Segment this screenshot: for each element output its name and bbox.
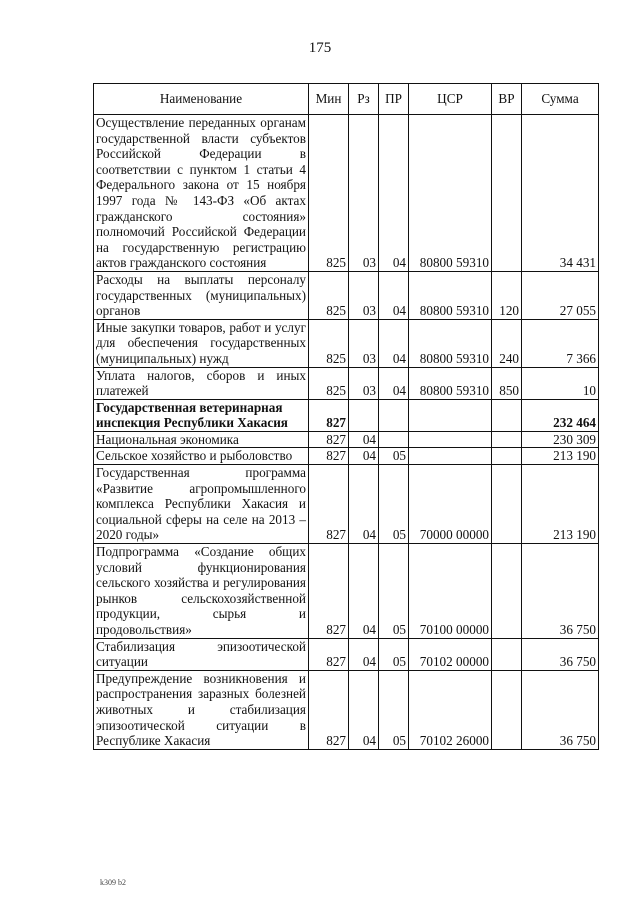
cell-rz: 04 <box>349 544 379 639</box>
table-row <box>94 465 599 544</box>
cell-csr: 80800 59310 <box>409 367 492 399</box>
cell-vr <box>492 670 522 749</box>
cell-vr <box>492 638 522 670</box>
cell-sum: 10 <box>522 367 599 399</box>
cell-name: Сельское хозяйство и рыболовство <box>94 448 309 465</box>
table-row <box>94 670 599 749</box>
cell-sum: 36 750 <box>522 638 599 670</box>
cell-vr: 850 <box>492 367 522 399</box>
cell-csr <box>409 431 492 448</box>
header-pr: ПР <box>379 84 409 115</box>
cell-min: 827 <box>309 431 349 448</box>
footer-code: k309 b2 <box>100 878 126 887</box>
table-row <box>94 115 599 272</box>
cell-rz: 04 <box>349 638 379 670</box>
cell-sum: 230 309 <box>522 431 599 448</box>
cell-csr: 70100 00000 <box>409 544 492 639</box>
header-csr: ЦСР <box>409 84 492 115</box>
cell-name: Предупреждение возникновения и распространения заразных болезней животных и стабилизация эпизоотической ситуации в Республике Хакасия <box>94 670 309 749</box>
cell-pr: 04 <box>379 115 409 272</box>
cell-min: 825 <box>309 367 349 399</box>
cell-rz: 03 <box>349 319 379 367</box>
header-name: Наименование <box>94 84 309 115</box>
cell-min: 827 <box>309 638 349 670</box>
cell-vr: 240 <box>492 319 522 367</box>
cell-rz: 04 <box>349 465 379 544</box>
cell-sum: 36 750 <box>522 544 599 639</box>
cell-csr: 70102 00000 <box>409 638 492 670</box>
header-min: Мин <box>309 84 349 115</box>
cell-csr: 80800 59310 <box>409 271 492 319</box>
table-row <box>94 448 599 465</box>
cell-pr: 04 <box>379 367 409 399</box>
cell-sum: 213 190 <box>522 465 599 544</box>
table-row <box>94 544 599 639</box>
cell-csr: 70102 26000 <box>409 670 492 749</box>
table-body <box>94 115 599 750</box>
cell-pr <box>379 399 409 431</box>
cell-vr <box>492 115 522 272</box>
cell-vr <box>492 431 522 448</box>
cell-csr <box>409 448 492 465</box>
cell-pr: 04 <box>379 271 409 319</box>
cell-vr <box>492 399 522 431</box>
cell-name: Иные закупки товаров, работ и услуг для обеспечения государственных (муниципальных) нужд <box>94 319 309 367</box>
cell-csr <box>409 399 492 431</box>
cell-name: Уплата налогов, сборов и иных платежей <box>94 367 309 399</box>
cell-csr: 80800 59310 <box>409 319 492 367</box>
cell-pr: 05 <box>379 544 409 639</box>
cell-rz: 04 <box>349 670 379 749</box>
table-header-row <box>94 84 599 115</box>
cell-rz: 03 <box>349 115 379 272</box>
table-row <box>94 271 599 319</box>
cell-vr <box>492 544 522 639</box>
cell-rz: 03 <box>349 367 379 399</box>
cell-name: Государственная программа «Развитие агропромышленного комплекса Республики Хакасия и социальной сферы на селе на 2013 – 2020 годы» <box>94 465 309 544</box>
cell-rz: 03 <box>349 271 379 319</box>
cell-vr <box>492 448 522 465</box>
cell-pr: 05 <box>379 670 409 749</box>
cell-pr: 05 <box>379 638 409 670</box>
cell-min: 827 <box>309 465 349 544</box>
cell-sum: 232 464 <box>522 399 599 431</box>
cell-min: 827 <box>309 399 349 431</box>
cell-pr: 04 <box>379 319 409 367</box>
cell-pr <box>379 431 409 448</box>
cell-min: 827 <box>309 448 349 465</box>
header-rz: Рз <box>349 84 379 115</box>
header-sum: Сумма <box>522 84 599 115</box>
cell-rz <box>349 399 379 431</box>
cell-sum: 7 366 <box>522 319 599 367</box>
header-vr: ВР <box>492 84 522 115</box>
cell-min: 827 <box>309 670 349 749</box>
cell-rz: 04 <box>349 448 379 465</box>
cell-rz: 04 <box>349 431 379 448</box>
cell-name: Государственная ветеринарная инспекция Республики Хакасия <box>94 399 309 431</box>
table-row <box>94 319 599 367</box>
cell-min: 827 <box>309 544 349 639</box>
budget-table <box>93 83 599 750</box>
cell-csr: 70000 00000 <box>409 465 492 544</box>
cell-name: Расходы на выплаты персоналу государственных (муниципальных) органов <box>94 271 309 319</box>
cell-csr: 80800 59310 <box>409 115 492 272</box>
table-row <box>94 367 599 399</box>
cell-sum: 213 190 <box>522 448 599 465</box>
cell-pr: 05 <box>379 465 409 544</box>
table-row <box>94 638 599 670</box>
page-number: 175 <box>308 40 332 56</box>
cell-name: Подпрограмма «Создание общих условий функционирования сельского хозяйства и регулирования рынков сельскохозяйственной продукции, сырья и продовольствия» <box>94 544 309 639</box>
cell-sum: 36 750 <box>522 670 599 749</box>
cell-name: Осуществление переданных органам государственной власти субъектов Российской Федерации в соответствии с пунктом 1 статьи 4 Федерального закона от 15 ноября 1997 года № 143-ФЗ «Об актах гражданского состояния» полномочий Российской Федерации на государственную регистрацию актов гражданского состояния <box>94 115 309 272</box>
cell-name: Национальная экономика <box>94 431 309 448</box>
cell-sum: 27 055 <box>522 271 599 319</box>
table-row <box>94 399 599 431</box>
cell-sum: 34 431 <box>522 115 599 272</box>
cell-name: Стабилизация эпизоотической ситуации <box>94 638 309 670</box>
cell-min: 825 <box>309 115 349 272</box>
cell-min: 825 <box>309 271 349 319</box>
cell-vr: 120 <box>492 271 522 319</box>
table-row <box>94 431 599 448</box>
cell-pr: 05 <box>379 448 409 465</box>
cell-min: 825 <box>309 319 349 367</box>
cell-vr <box>492 465 522 544</box>
